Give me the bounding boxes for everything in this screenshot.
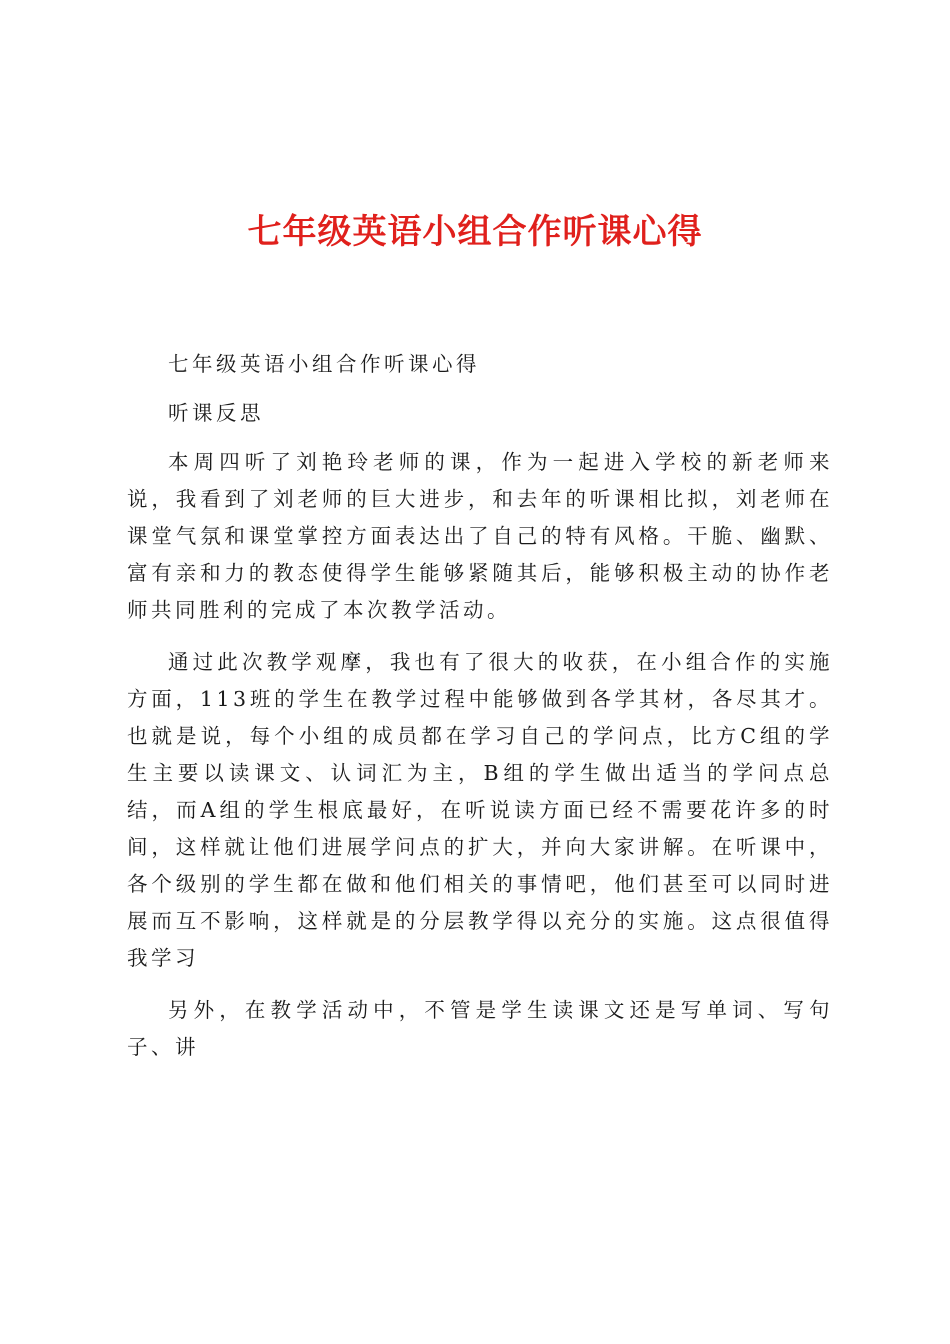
document-body <box>127 346 833 1081</box>
paragraph-body: 另外，在教学活动中，不管是学生读课文还是写单词、写句子、讲 <box>127 998 833 1059</box>
paragraph-subtitle: 七年级英语小组合作听课心得 <box>168 352 480 376</box>
paragraph-section-heading: 听课反思 <box>168 401 264 425</box>
paragraph-body: 本周四听了刘艳玲老师的课，作为一起进入学校的新老师来说，我看到了刘老师的巨大进步，和去年的听课相比拟，刘老师在课堂气氛和课堂掌控方面表达出了自己的特有风格。干脆、幽默、富有亲和力的教态使得学生能够紧随其后，能够积极主动的协作老师共同胜利的完成了本次教学活动。 <box>127 450 833 622</box>
document-title: 七年级英语小组合作听课心得 <box>247 212 703 252</box>
paragraph-body: 通过此次教学观摩，我也有了很大的收获，在小组合作的实施方面，113班的学生在教学过程中能够做到各学其材，各尽其才。也就是说，每个小组的成员都在学习自己的学问点，比方C组的学生主要以读课文、认词汇为主，B组的学生做出适当的学问点总结，而A组的学生根底最好，在听说读方面已经不需要花许多的时间，这样就让他们进展学问点的扩大，并向大家讲解。在听课中，各个级别的学生都在做和他们相关的事情吧，他们甚至可以同时进展而互不影响，这样就是的分层教学得以充分的实施。这点很值得我学习 <box>127 650 833 970</box>
